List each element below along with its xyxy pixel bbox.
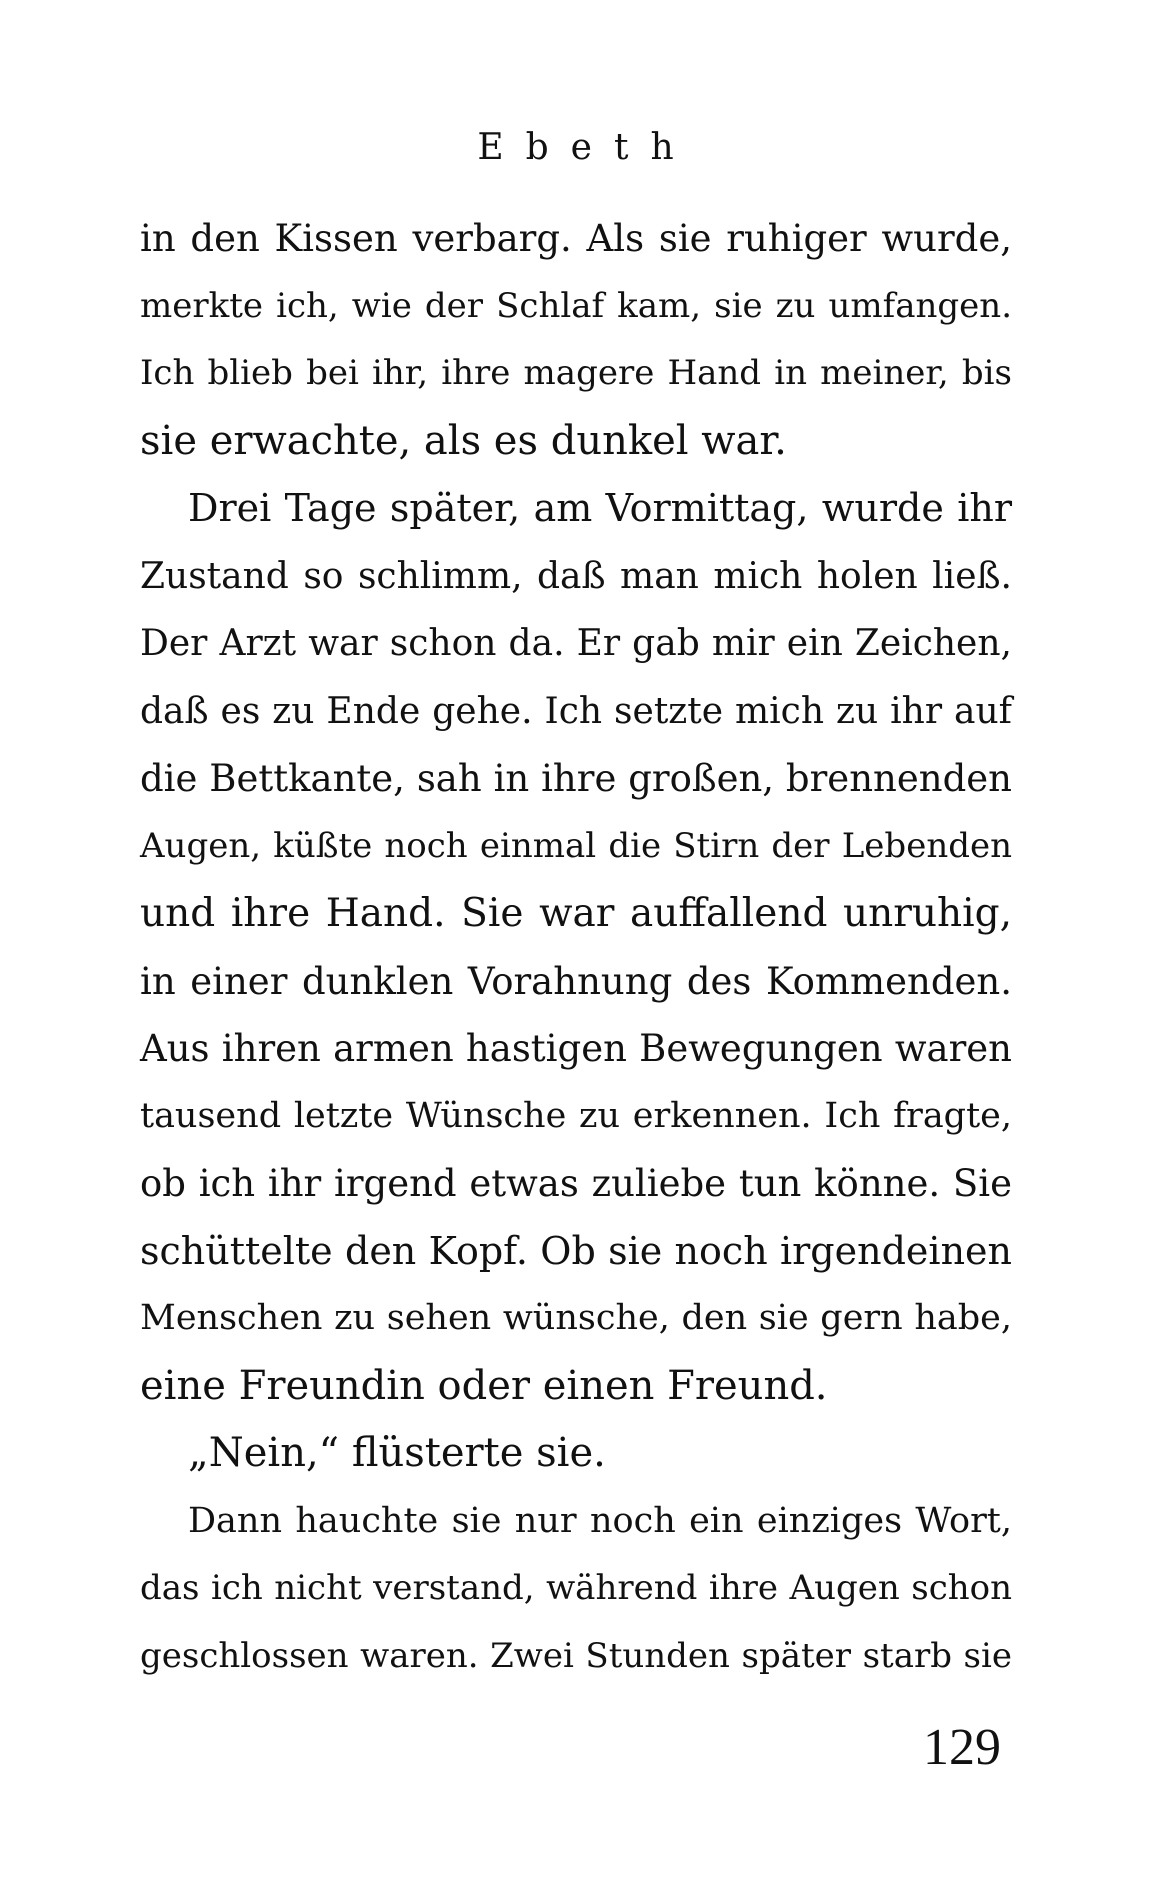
running-head: Ebeth (477, 127, 696, 168)
text-line: Menschen zu sehen wünsche, den sie gern habe, (140, 1298, 1012, 1338)
text-line: in den Kissen verbarg. Als sie ruhiger wurde, (140, 217, 1012, 260)
text-line: und ihre Hand. Sie war auffallend unruhig, (140, 891, 1012, 936)
page-number: 129 (923, 1719, 1001, 1776)
text-line: Ich blieb bei ihr, ihre magere Hand in meiner, bis (140, 353, 1012, 393)
text-line: schüttelte den Kopf. Ob sie noch irgendeinen (140, 1228, 1012, 1273)
text-line: in einer dunklen Vorahnung des Kommenden. (140, 959, 1012, 1003)
body-text (140, 205, 1012, 1690)
text-line: daß es zu Ende gehe. Ich setzte mich zu ihr auf (140, 690, 1012, 732)
text-line: merkte ich, wie der Schlaf kam, sie zu umfangen. (140, 285, 1012, 326)
text-line: Der Arzt war schon da. Er gab mir ein Zeichen, (140, 623, 1012, 664)
text-line: geschlossen waren. Zwei Stunden später starb sie (140, 1635, 1012, 1676)
text-line: Drei Tage später, am Vormittag, wurde ihr (188, 486, 1012, 530)
text-line: „Nein,“ flüsterte sie. (188, 1430, 606, 1476)
text-line: die Bettkante, sah in ihre großen, brennenden (140, 757, 1012, 800)
text-line: Dann hauchte sie nur noch ein einziges Wort, (188, 1500, 1012, 1541)
text-line: das ich nicht verstand, während ihre Augen schon (140, 1568, 1012, 1608)
text-line: Augen, küßte noch einmal die Stirn der Lebenden (140, 825, 1012, 866)
text-line: sie erwachte, als es dunkel war. (140, 417, 787, 464)
text-line: Zustand so schlimm, daß man mich holen ließ. (140, 555, 1012, 597)
text-line: eine Freundin oder einen Freund. (140, 1362, 828, 1409)
text-line: tausend letzte Wünsche zu erkennen. Ich fragte, (140, 1095, 1012, 1136)
text-line: ob ich ihr irgend etwas zuliebe tun könne. Sie (140, 1162, 1012, 1205)
text-line: Aus ihren armen hastigen Bewegungen waren (140, 1027, 1012, 1070)
